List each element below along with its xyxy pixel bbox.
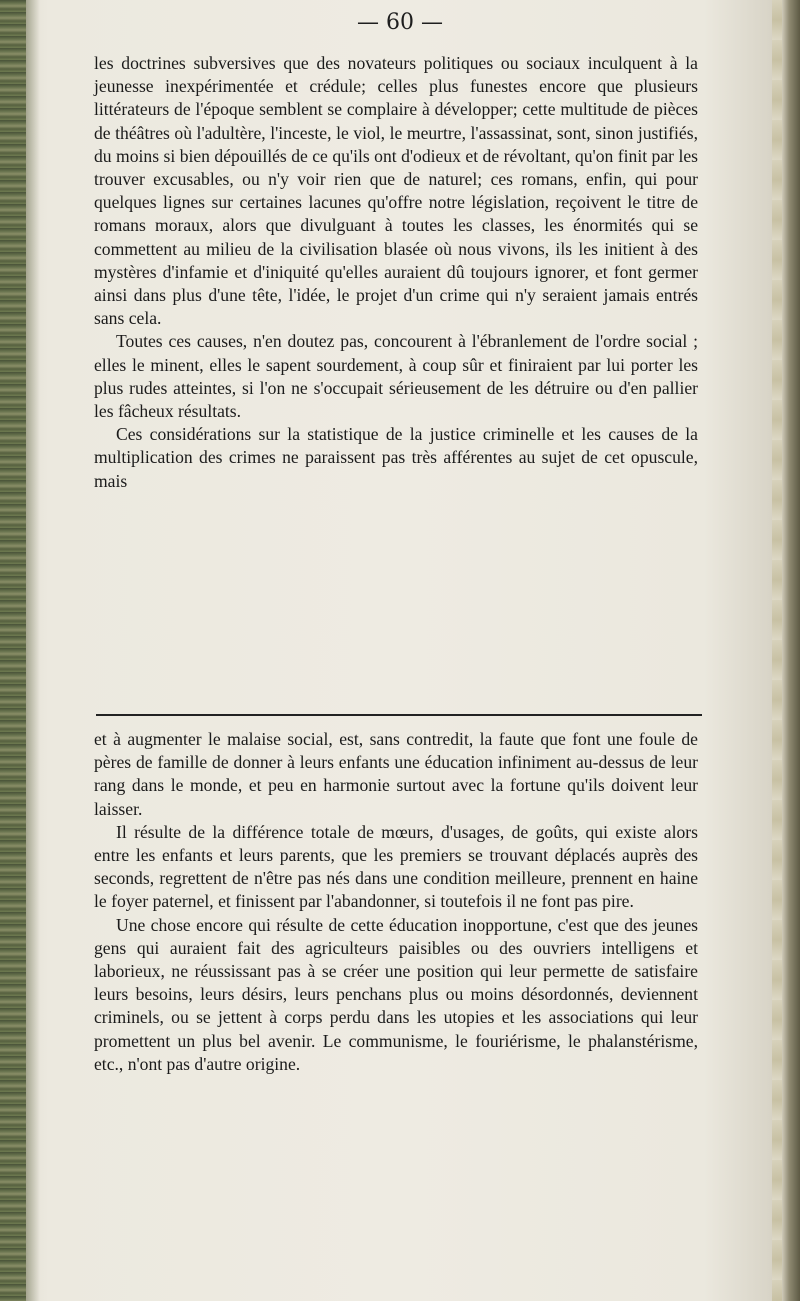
paragraph: et à augmenter le malaise social, est, sans contredit, la faute que font une foule de pères de famille de donner à leurs enfants une éducation infiniment au-dessus de leur rang dans le monde, et peu en harmonie surtout avec la fortune qu'ils doivent leur laisser. — [94, 729, 698, 819]
page-edge-shadow — [782, 0, 800, 1301]
paragraph: Toutes ces causes, n'en doutez pas, concourent à l'ébranlement de l'ordre social ; elles le minent, elles le sapent sourdement, à coup sûr et finiraient par lui porter les plus rudes atteintes, si l'on ne s'occupait sérieusement de les détruire ou d'en pallier les fâcheux résultats. — [94, 331, 698, 422]
paragraph: Ces considérations sur la statistique de la justice criminelle et les causes de la multiplication des crimes ne paraissent pas très afférentes au sujet de cet opuscule, mais — [94, 424, 698, 491]
page-number: — 60 — — [357, 10, 443, 35]
page-edge-strip — [772, 0, 782, 1301]
binding-shadow — [26, 0, 40, 1301]
paragraph: les doctrines subversives que des novateurs politiques ou sociaux inculquent à la jeunesse inexpérimentée et crédule; celles plus funestes encore que plusieurs littérateurs de l'époque semblent se complaire à développer; cette multitude de pièces de théâtres où l'adultère, l'inceste, le viol, le meurtre, l'assassinat, sont, sinon justifiés, du moins si bien dépouillés de ce qu'ils ont d'odieux et de révoltant, qu'on finit par les trouver excusables, ou n'y voir rien que de naturel; ces romans, enfin, qui pour quelques lignes sur certaines lacunes qu'offre notre législation, reçoivent le titre de romans moraux, alors que divulguant à toutes les classes, les énormités qui se commettent au milieu de la civilisation blasée où nous vivons, ils les initient à des mystères d'infamie et d'iniquité qu'elles auraient dû toujours ignorer, et font germer ainsi dans plus d'une tête, l'idée, le projet d'un crime qui n'y seraient jamais entrés sans cela. — [94, 53, 698, 329]
section-divider — [96, 714, 702, 716]
binding-edge — [0, 0, 26, 1301]
paragraph: Une chose encore qui résulte de cette éducation inopportune, c'est que des jeunes gens qui auraient fait des agriculteurs paisibles ou des ouvriers intelligens et laborieux, ne réussissant pas à se créer une position qui leur permette de satisfaire leurs besoins, leurs désirs, leurs penchans plus ou moins désordonnés, deviennent criminels, ou se jettent à corps perdu dans les utopies et les associations qui leur promettent un plus bel avenir. Le communisme, le fouriérisme, le phalanstérisme, etc., n'ont pas d'autre origine. — [94, 914, 698, 1074]
paragraph: Il résulte de la différence totale de mœurs, d'usages, de goûts, qui existe alors entre les enfants et leurs parents, que les premiers se trouvant déplacés auprès des seconds, regrettent de n'être pas nés dans une condition meilleure, prennent en haine le foyer paternel, et finissent par l'abandonner, si toutefois il ne font pas pire. — [94, 821, 698, 912]
lower-text-block — [94, 728, 698, 1076]
upper-text-block — [94, 52, 698, 493]
